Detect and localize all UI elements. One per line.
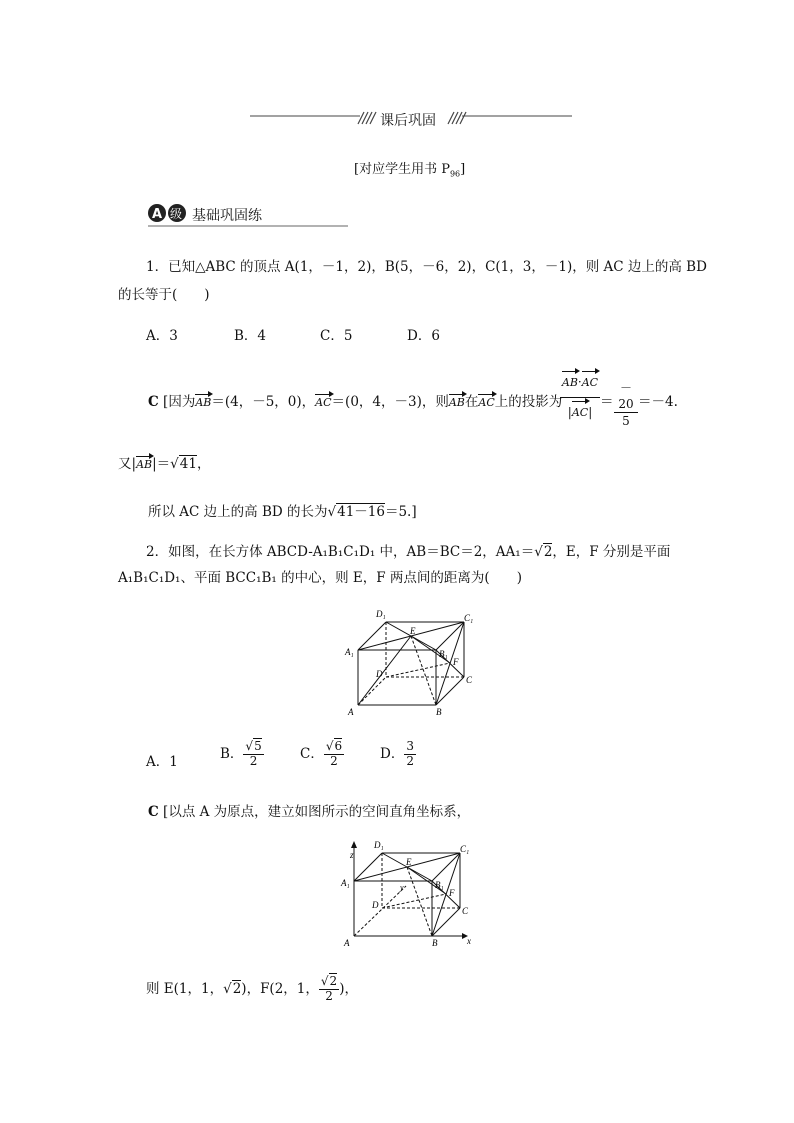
q2-option-b: B． $\frac{√5}{2}$ bbox=[220, 739, 262, 768]
sqrt-2: 2 bbox=[232, 980, 242, 997]
coord-end: )， bbox=[339, 980, 358, 997]
cuboid-figure bbox=[340, 605, 490, 720]
q1-sol-part2: ＝(4，－5，0)， bbox=[211, 394, 316, 410]
reference-prefix: [对应学生用书 P bbox=[354, 162, 450, 177]
q1-sol2-end: ， bbox=[196, 456, 211, 472]
label-b: B bbox=[432, 938, 438, 948]
label-d: D bbox=[376, 669, 383, 679]
projection-result: ＝－4. bbox=[638, 394, 678, 410]
z-axis-arrow-icon bbox=[351, 841, 357, 848]
q1-solution-line3: 所以 AC 边上的高 BD 的长为√41－16＝5.] bbox=[148, 504, 417, 520]
label-a: A bbox=[348, 707, 354, 717]
level-badge-letter: A bbox=[152, 207, 163, 222]
section-title: 课后巩固 bbox=[380, 113, 436, 129]
label-a1: A₁ bbox=[341, 878, 350, 888]
abs-bar: | bbox=[567, 405, 572, 419]
q1-option-a: A．3 bbox=[146, 328, 178, 344]
vector-ac: AC bbox=[315, 396, 332, 409]
coord-mid: )，F(2，1， bbox=[241, 980, 319, 997]
q1-answer: C bbox=[148, 394, 159, 410]
cuboid-axes-figure bbox=[336, 836, 486, 951]
projection-denominator bbox=[560, 397, 600, 423]
level-heading bbox=[148, 203, 348, 225]
coord-frac-den: 2 bbox=[319, 989, 339, 1004]
q2-sol-text: [以点 A 为原点，建立如图所示的空间直角坐标系， bbox=[163, 804, 471, 820]
label-y: y bbox=[400, 883, 404, 892]
section-header bbox=[250, 108, 572, 132]
q1-sol2-prefix: 又| bbox=[118, 456, 137, 472]
q1-option-d: D．6 bbox=[407, 328, 440, 344]
label-z: z bbox=[350, 850, 354, 860]
q2-option-c: C． $\frac{√6}{2}$ bbox=[300, 739, 343, 768]
vector-ab: AB bbox=[136, 458, 153, 471]
q1-solution-line1 bbox=[148, 390, 562, 410]
label-c: C bbox=[466, 675, 473, 685]
q1-solution-line2: 又|AB|＝√41， bbox=[118, 456, 211, 472]
q1-sol3-end: ＝5.] bbox=[384, 504, 417, 520]
vector-ac: AC bbox=[478, 396, 495, 409]
level-badge-suffix: 级 bbox=[170, 207, 183, 221]
q2-option-d-den: 2 bbox=[406, 753, 414, 768]
projection-value-num: －20 bbox=[618, 381, 634, 411]
q1-sol3-prefix: 所以 AC 边上的高 BD 的长为 bbox=[148, 504, 328, 520]
q2-option-c-den: 2 bbox=[324, 754, 344, 769]
coord-frac-num: 2 bbox=[329, 974, 338, 988]
label-b: B bbox=[436, 707, 442, 717]
vector-ab: AB bbox=[448, 396, 465, 409]
reference-suffix: ] bbox=[460, 162, 466, 177]
coord-prefix: 则 E(1，1， bbox=[146, 980, 224, 997]
vector-ac: AC bbox=[582, 373, 598, 393]
level-title: 基础巩固练 bbox=[192, 208, 262, 224]
label-x: x bbox=[467, 936, 471, 946]
label-e: E bbox=[406, 857, 412, 867]
label-d: D bbox=[372, 900, 379, 910]
vector-ac: AC bbox=[572, 403, 588, 423]
projection-fraction bbox=[560, 372, 600, 423]
q2-option-b-den: 2 bbox=[243, 754, 263, 769]
label-e: E bbox=[410, 626, 416, 636]
vector-ab: AB bbox=[562, 373, 578, 393]
q2-solution-line1 bbox=[148, 800, 470, 820]
q1-text-line2: 的长等于( ) bbox=[118, 287, 210, 303]
equals-sign: ＝ bbox=[600, 394, 614, 410]
q2-option-d-prefix: D． bbox=[380, 745, 405, 762]
q2-text-a: 2．如图，在长方体 ABCD-A₁B₁C₁D₁ 中，AB＝BC＝2，AA₁＝ bbox=[146, 544, 535, 560]
dot-operator: · bbox=[577, 375, 582, 389]
label-c: C bbox=[462, 906, 469, 916]
q1-sol-part5: 上的投影为 bbox=[494, 394, 563, 410]
sqrt-2: 2 bbox=[543, 544, 553, 560]
abs-bar: | bbox=[588, 405, 593, 419]
left-hatch-icon bbox=[358, 112, 376, 124]
q1-sol2-mid: |＝ bbox=[152, 456, 171, 472]
sqrt-expression: 41－16 bbox=[337, 504, 385, 520]
reference-page: 96 bbox=[449, 169, 461, 179]
label-b1: B₁ bbox=[439, 649, 448, 659]
q1-option-b: B．4 bbox=[234, 328, 267, 344]
q2-answer: C bbox=[148, 804, 159, 820]
q1-text-line1: 1．已知△ABC 的顶点 A(1，－1，2)，B(5，－6，2)，C(1，3，－1)，则 AC 边上的高 BD bbox=[146, 259, 707, 275]
q2-coordinates-line: 则 E(1，1，√2)，F(2，1， $\frac{√2}{2}$ )， bbox=[146, 974, 358, 1003]
q1-option-c: C．5 bbox=[320, 328, 353, 344]
q2-option-c-num: 6 bbox=[334, 739, 343, 753]
right-hatch-icon bbox=[448, 112, 466, 124]
q2-text-line1: 2．如图，在长方体 ABCD-A₁B₁C₁D₁ 中，AB＝BC＝2，AA₁＝√2，E，F 分别是平面 bbox=[146, 544, 671, 560]
projection-value bbox=[614, 380, 638, 429]
label-f: F bbox=[453, 657, 459, 667]
label-a1: A₁ bbox=[345, 647, 354, 657]
sqrt-41: 41 bbox=[179, 456, 197, 472]
label-a: A bbox=[344, 938, 350, 948]
q2-option-c-prefix: C． bbox=[300, 745, 324, 762]
label-d1: D₁ bbox=[376, 609, 386, 619]
q2-option-d-num: 3 bbox=[406, 739, 414, 753]
label-b1: B₁ bbox=[435, 880, 444, 890]
q1-sol-part3: ＝(0，4，－3)，则 bbox=[331, 394, 449, 410]
q2-text-b: ，E，F 分别是平面 bbox=[552, 544, 671, 560]
q2-text-line2: A₁B₁C₁D₁、平面 BCC₁B₁ 的中心，则 E，F 两点间的距离为( ) bbox=[118, 570, 522, 586]
projection-value-den: 5 bbox=[614, 412, 638, 429]
q2-option-d bbox=[380, 740, 416, 769]
q1-sol-part4: 在 bbox=[464, 394, 479, 410]
label-c1: C₁ bbox=[464, 613, 474, 623]
q1-sol-part1: [因为 bbox=[163, 394, 196, 410]
label-f: F bbox=[449, 888, 455, 898]
label-c1: C₁ bbox=[460, 844, 470, 854]
q2-option-b-prefix: B． bbox=[220, 745, 244, 762]
q2-option-a: A．1 bbox=[146, 754, 178, 770]
textbook-reference bbox=[354, 158, 465, 179]
projection-numerator bbox=[560, 372, 600, 393]
vector-ab: AB bbox=[195, 396, 212, 409]
q2-option-b-num: 5 bbox=[254, 739, 262, 753]
label-d1: D₁ bbox=[374, 840, 384, 850]
